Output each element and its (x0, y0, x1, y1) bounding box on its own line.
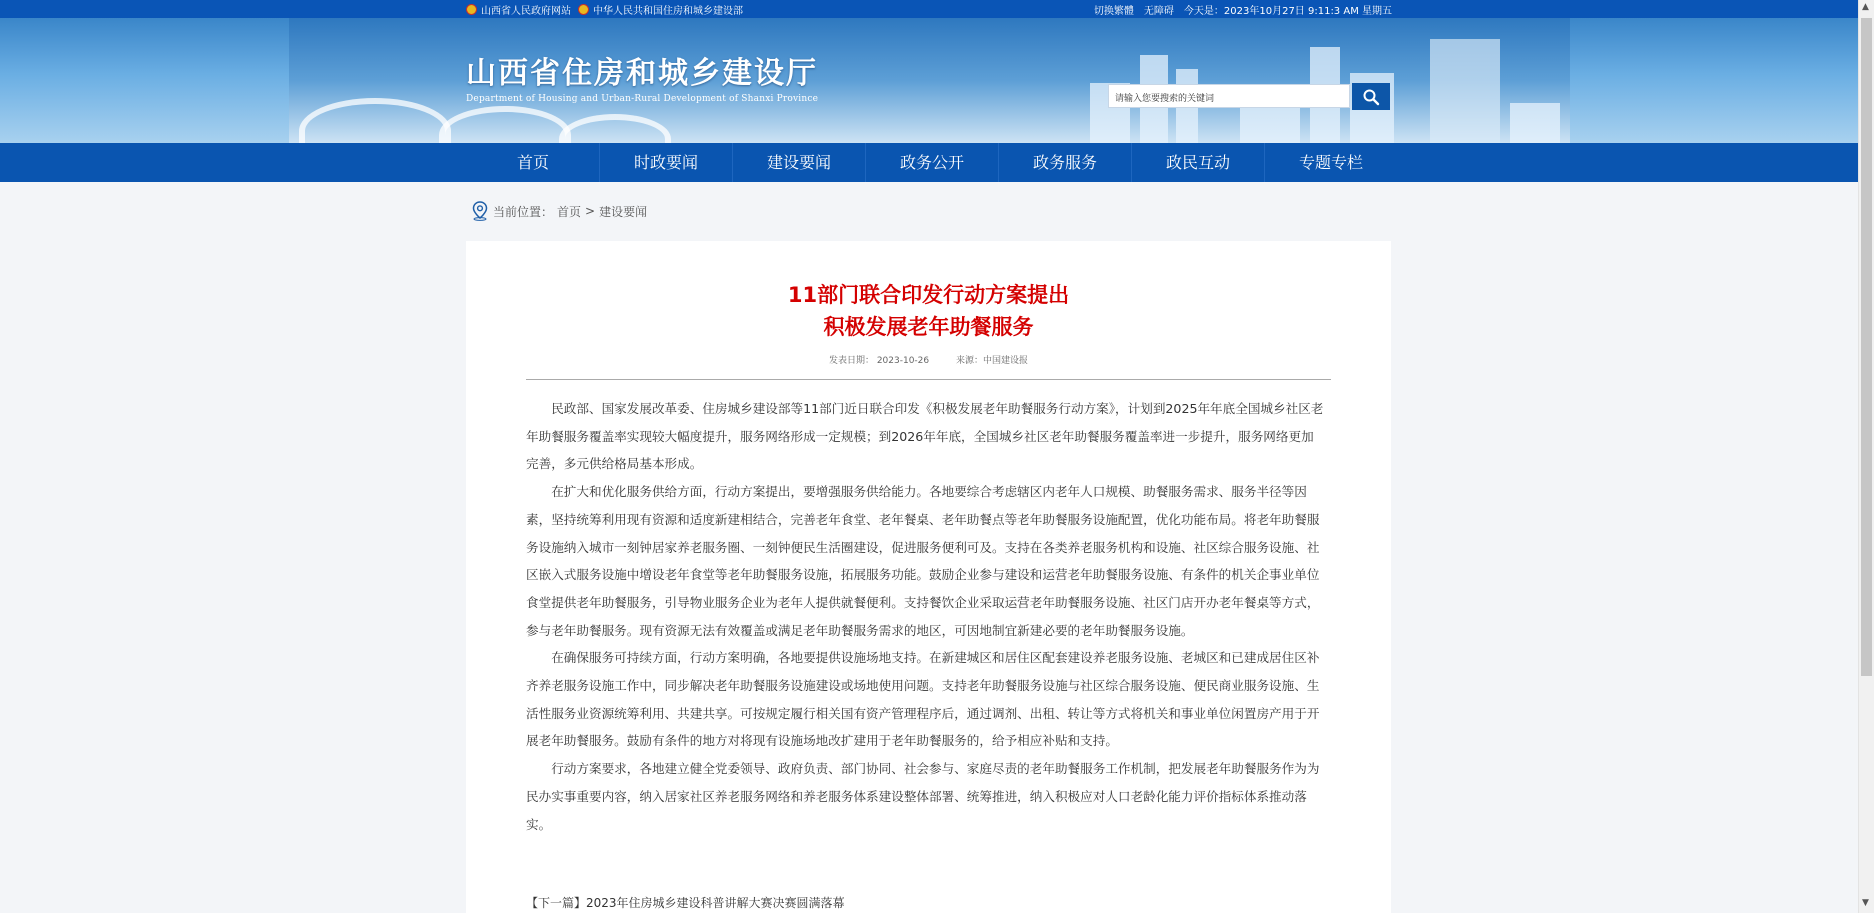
nav-construction-news[interactable]: 建设要闻 (733, 143, 866, 182)
article-paragraph: 民政部、国家发展改革委、住房城乡建设部等11部门近日联合印发《积极发展老年助餐服务行动方案》，计划到2025年年底全国城乡社区老年助餐服务覆盖率实现较大幅度提升，服务网络形成一定规模；到2026年年底，全国城乡社区老年助餐服务覆盖率进一步提升，服务网络更加完善，多元供给格局基本形成。 (526, 401, 1324, 472)
article-paragraph: 行动方案要求，各地建立健全党委领导、政府负责、部门协同、社会参与、家庭尽责的老年助餐服务工作机制，把发展老年助餐服务作为为民办实事重要内容，纳入居家社区养老服务网络和养老服务体系建设整体部署、统筹推进，纳入积极应对人口老龄化能力评价指标体系推动落实。 (526, 761, 1320, 832)
accessibility-link[interactable]: 无障碍 (1143, 6, 1174, 17)
breadcrumb-separator: > (585, 204, 596, 218)
breadcrumb (471, 201, 647, 221)
site-subtitle: Department of Housing and Urban-Rural Development of Shanxi Province (466, 94, 819, 104)
divider (526, 379, 1331, 380)
search-icon (1362, 88, 1380, 106)
header-banner (0, 18, 1858, 143)
publish-date: 发表日期： 2023-10-26 (828, 356, 930, 366)
article-title-line1: 11部门联合印发行动方案提出 (787, 283, 1070, 307)
article-body (526, 395, 1324, 838)
vertical-scrollbar[interactable] (1858, 0, 1874, 913)
breadcrumb-label: 当前位置： (493, 204, 554, 219)
article-paragraph: 在确保服务可持续方面，行动方案明确，各地要提供设施场地支持。在新建城区和居住区配套建设养老服务设施、老城区和已建成居住区补齐养老服务设施工作中，同步解决老年助餐服务设施建设或场地使用问题。支持老年助餐服务设施与社区综合服务设施、便民商业服务设施、生活性服务业资源统筹利用、共建共享。可按规定履行相关国有资产管理程序后，通过调剂、出租、转让等方式将机关和事业单位闲置房产用于开展老年助餐服务。鼓励有条件的地方对将现有设施场地改扩建用于老年助餐服务的，给予相应补贴和支持。 (526, 650, 1320, 749)
article-source: 来源：中国建设报 (956, 356, 1029, 366)
date-display: 今天是：2023年10月27日 9:11:3 AM 星期五 (1183, 6, 1392, 17)
scroll-up-icon[interactable]: ▲ (1862, 2, 1869, 12)
next-article-link[interactable] (526, 894, 845, 911)
nav-current-affairs[interactable]: 时政要闻 (600, 143, 733, 182)
search-button[interactable] (1352, 83, 1390, 110)
ministry-link[interactable] (578, 2, 743, 17)
article-card (466, 241, 1391, 913)
article-meta (466, 353, 1391, 366)
breadcrumb-current[interactable]: 建设要闻 (599, 204, 648, 219)
next-article-title[interactable]: 2023年住房城乡建设科普讲解大赛决赛圆满落幕 (586, 896, 845, 910)
scrollbar-thumb[interactable] (1861, 18, 1872, 676)
site-title: 山西省住房和城乡建设厅 (466, 56, 818, 91)
national-emblem-icon (578, 4, 589, 15)
provincial-gov-link-label[interactable]: 山西省人民政府网站 (481, 6, 571, 17)
nav-government-affairs[interactable]: 政务公开 (866, 143, 999, 182)
location-pin-icon (471, 201, 489, 221)
next-article-label: 【下一篇】 (526, 896, 587, 910)
provincial-gov-link[interactable] (466, 2, 571, 17)
ministry-link-label[interactable]: 中华人民共和国住房和城乡建设部 (593, 6, 743, 17)
article-paragraph: 在扩大和优化服务供给方面，行动方案提出，要增强服务供给能力。各地要综合考虑辖区内老年人口规模、助餐服务需求、服务半径等因素，坚持统筹利用现有资源和适度新建相结合，完善老年食堂、老年餐桌、老年助餐点等老年助餐服务设施配置，优化功能布局。将老年助餐服务设施纳入城市一刻钟居家养老服务圈、一刻钟便民生活圈建设，促进服务便利可及。支持在各类养老服务机构和设施、社区综合服务设施、社区嵌入式服务设施中增设老年食堂等老年助餐服务设施，拓展服务功能。鼓励企业参与建设和运营老年助餐服务设施、有条件的机关企事业单位食堂提供老年助餐服务，引导物业服务企业为老年人提供就餐便利。支持餐饮企业采取运营老年助餐服务设施、社区门店开办老年餐桌等方式，参与老年助餐服务。现有资源无法有效覆盖或满足老年助餐服务需求的地区，可因地制宜新建必要的老年助餐服务设施。 (526, 484, 1320, 638)
national-emblem-icon (466, 4, 477, 15)
article-title-line2: 积极发展老年助餐服务 (823, 315, 1034, 339)
main-nav (0, 143, 1858, 182)
top-bar (0, 0, 1858, 18)
nav-special-topics[interactable]: 专题专栏 (1298, 153, 1363, 172)
scroll-down-icon[interactable]: ▼ (1862, 898, 1869, 908)
breadcrumb-home[interactable]: 首页 (557, 204, 582, 219)
nav-home[interactable]: 首页 (467, 143, 600, 182)
nav-public-interaction[interactable]: 政民互动 (1132, 143, 1265, 182)
traditional-chinese-toggle[interactable]: 切换繁體 (1093, 6, 1134, 17)
nav-government-services[interactable]: 政务服务 (999, 143, 1132, 182)
search-input[interactable]: 请输入您要搜索的关键词 (1108, 84, 1350, 108)
